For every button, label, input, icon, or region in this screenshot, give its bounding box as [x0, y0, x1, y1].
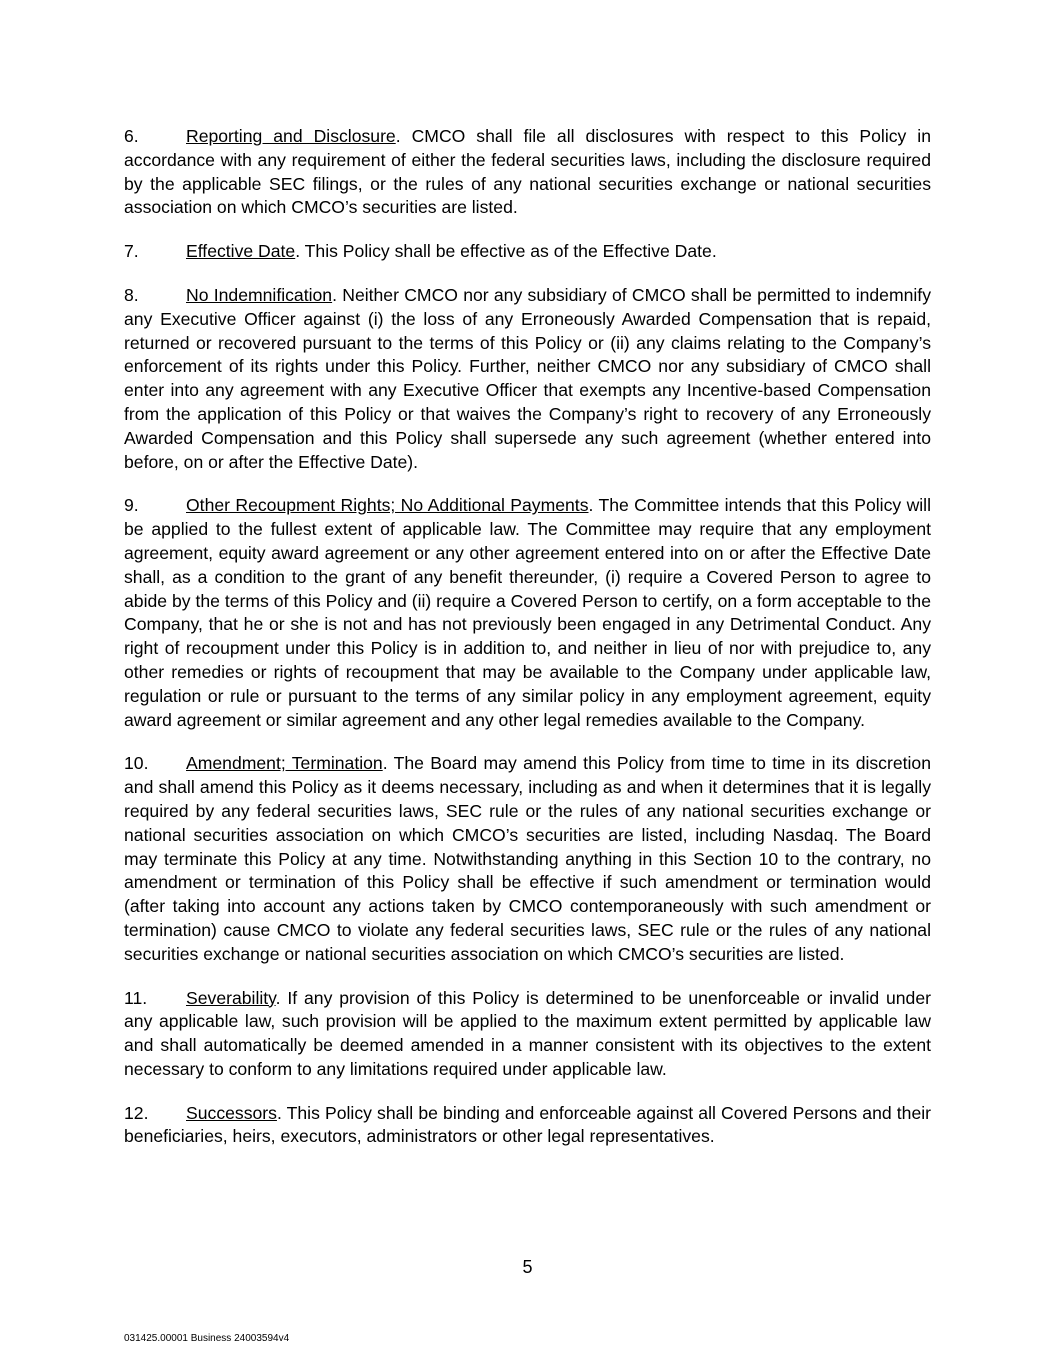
- section-number: 7.: [124, 241, 139, 262]
- page-number: 5: [522, 1257, 533, 1277]
- section-heading: Successors: [186, 1102, 277, 1123]
- section-heading: Amendment; Termination: [186, 753, 383, 774]
- section-number: 12.: [124, 1102, 149, 1123]
- section-body: . This Policy shall be binding and enforceable against all Covered Persons and their beneficiaries, heirs, executors, administrators or other legal representatives.: [124, 1102, 931, 1147]
- section-heading: Other Recoupment Rights; No Additional Payments: [186, 495, 589, 516]
- section-amendment-termination: [124, 752, 931, 966]
- section-heading: Severability: [186, 987, 276, 1008]
- section-reporting-and-disclosure: [124, 125, 931, 220]
- section-effective-date: [124, 240, 931, 264]
- section-heading: Reporting and Disclosure: [186, 126, 396, 146]
- section-body: . The Committee intends that this Policy will be applied to the fullest extent of applicable law. The Committee may require that any employment agreement, equity award agreement or any other agreement entered into on or after the Effective Date shall, as a condition to the grant of any benefit thereunder, (i) require a Covered Person to agree to abide by the terms of this Policy and (ii) require a Covered Person to certify, on a form acceptable to the Company, that he or she is not and has not previously been engaged in any Detrimental Conduct. Any right of recoupment under this Policy is in addition to, and neither in lieu of nor with prejudice to, any other remedies or rights of recoupment that may be available to the Company under applicable law, regulation or rule or pursuant to the terms of any similar policy in any employment agreement, equity award agreement or similar agreement and any other legal remedies available to the Company.: [124, 495, 931, 730]
- section-heading: Effective Date: [186, 241, 296, 262]
- document-page: [124, 125, 931, 1169]
- section-successors: [124, 1102, 931, 1150]
- section-body: . The Board may amend this Policy from time to time in its discretion and shall amend this Policy as it deems necessary, including as and when it determines that it is legally required by any federal securities laws, SEC rule or the rules of any national securities exchange or national securities association on which CMCO’s securities are listed, including Nasdaq. The Board may terminate this Policy at any time. Notwithstanding anything in this Section 10 to the contrary, no amendment or termination of this Policy shall be effective if such amendment or termination would (after taking into account any actions taken by CMCO contemporaneously with such amendment or termination) cause CMCO to violate any federal securities laws, SEC rule or the rules of any national securities exchange or national securities association on which CMCO’s securities are listed.: [124, 753, 931, 964]
- section-number: 9.: [124, 495, 139, 516]
- section-severability: [124, 987, 931, 1082]
- section-heading: No Indemnification: [186, 284, 333, 305]
- document-footer-id: 031425.00001 Business 24003594v4: [124, 1333, 290, 1344]
- section-body: . If any provision of this Policy is determined to be unenforceable or invalid under any applicable law, such provision will be applied to the maximum extent permitted by applicable law and shall automatically be deemed amended in a manner consistent with its objectives to the extent necessary to conform to any limitations required under applicable law.: [124, 987, 931, 1079]
- section-number: 10.: [124, 753, 149, 774]
- section-number: 11.: [124, 987, 148, 1008]
- section-body: . This Policy shall be effective as of the Effective Date.: [295, 241, 717, 262]
- section-number: 6.: [124, 126, 139, 146]
- section-body: . CMCO shall file all disclosures with respect to this Policy in accordance with any requirement of either the federal securities laws, including the disclosure required by the applicable SEC filings, or the rules of any national securities exchange or national securities association on which CMCO’s securities are listed.: [124, 126, 931, 218]
- section-number: 8.: [124, 284, 139, 305]
- section-body: . Neither CMCO nor any subsidiary of CMCO shall be permitted to indemnify any Executive Officer against (i) the loss of any Erroneously Awarded Compensation that is repaid, returned or recovered pursuant to the terms of this Policy or (ii) any claims relating to the Company’s enforcement of its rights under this Policy. Further, neither CMCO nor any subsidiary of CMCO shall enter into any agreement with any Executive Officer that exempts any Incentive-based Compensation from the application of this Policy or that waives the Company’s right to recovery of any Erroneously Awarded Compensation and this Policy shall supersede any such agreement (whether entered into before, on or after the Effective Date).: [124, 284, 931, 472]
- section-no-indemnification: [124, 284, 931, 474]
- section-other-recoupment-rights: [124, 494, 931, 732]
